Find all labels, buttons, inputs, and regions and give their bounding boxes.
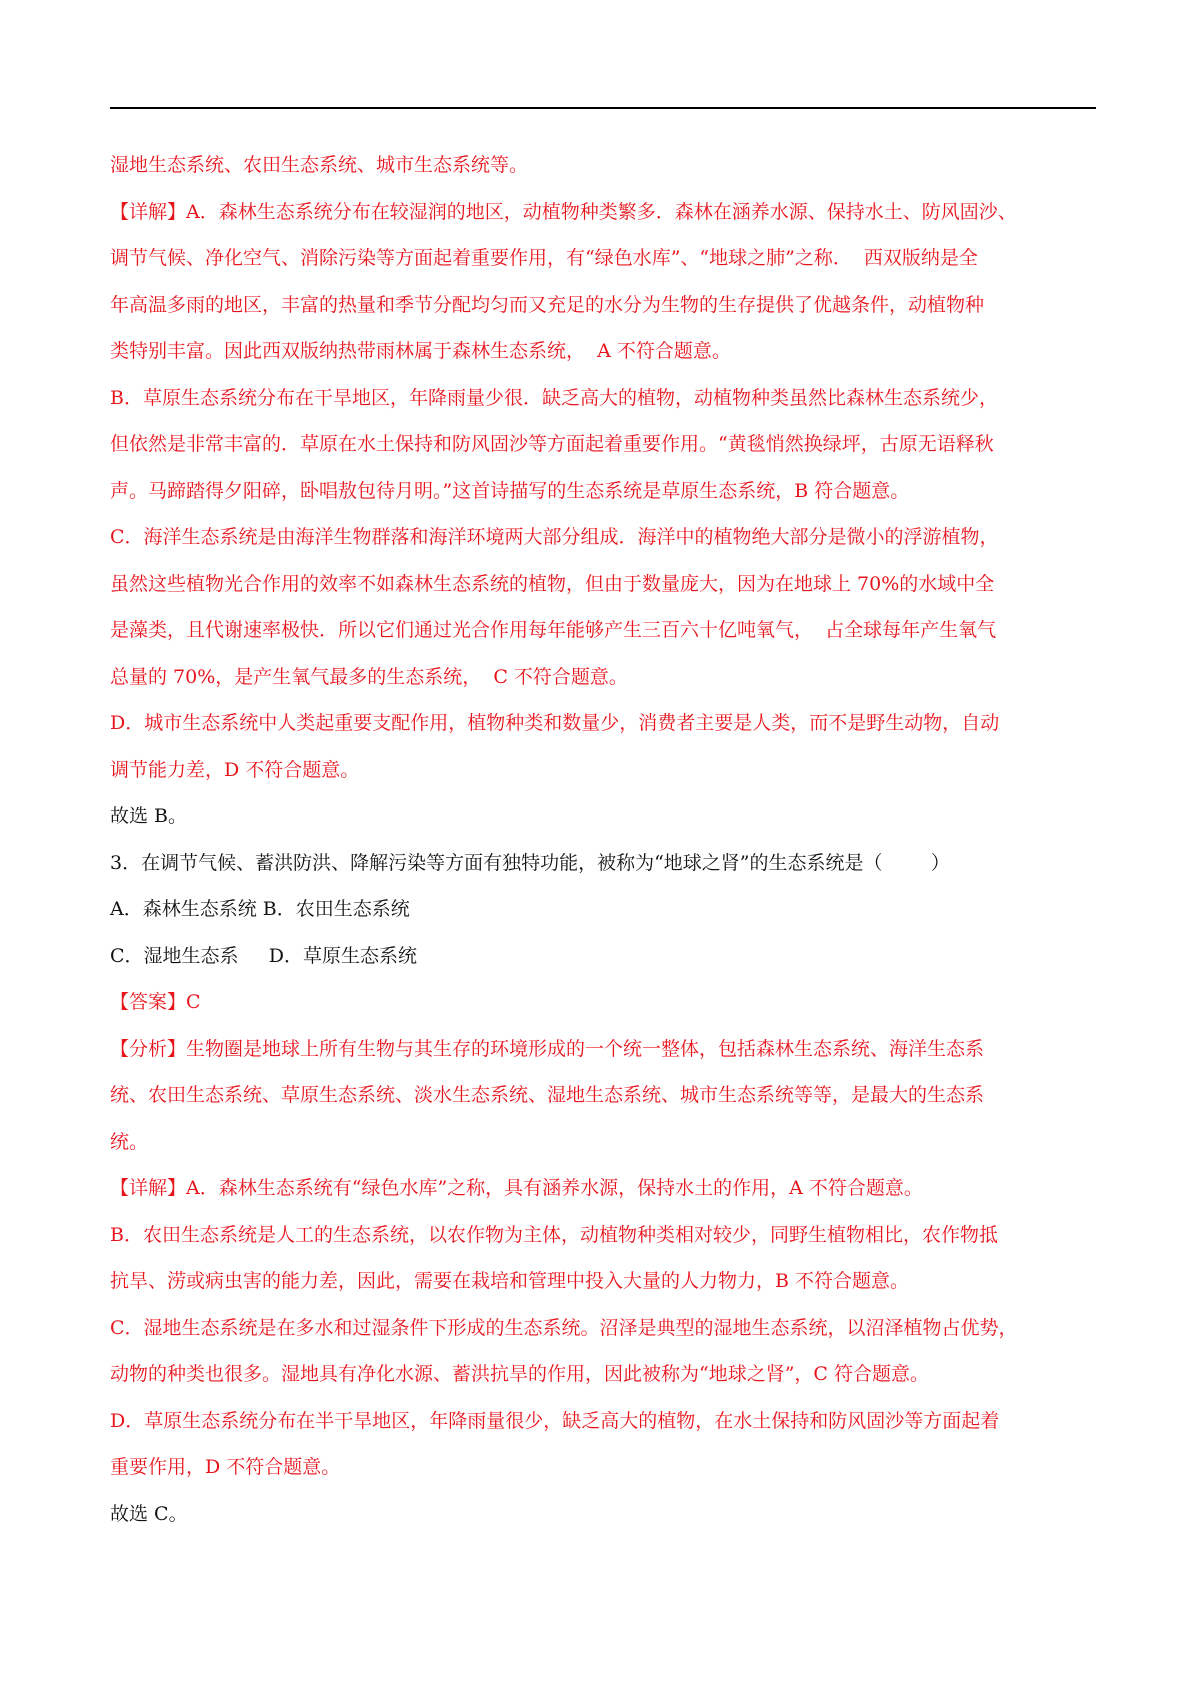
line-text: 统。 — [110, 1130, 149, 1153]
text-line — [110, 1072, 1096, 1119]
line-text: 声。马蹄踏得夕阳碎，卧唱敖包待月明。”这首诗描写的生态系统是草原生态系统，B 符合题意。 — [110, 479, 910, 502]
line-text: 调节能力差，D 不符合题意。 — [110, 758, 360, 781]
line-text: 3．在调节气候、蓄洪防洪、降解污染等方面有独特功能，被称为“地球之肾”的生态系统是（ ） — [110, 851, 950, 874]
line-text: 调节气候、净化空气、消除污染等方面起着重要作用，有“绿色水库”、“地球之肺”之称． 西双版纳是全 — [110, 247, 978, 269]
text-line — [110, 793, 1096, 840]
text-line — [110, 1398, 1096, 1445]
line-text: 故选 C。 — [110, 1502, 188, 1525]
line-text: 统、农田生态系统、草原生态系统、淡水生态系统、湿地生态系统、城市生态系统等等，是最大的生态系 — [110, 1084, 985, 1106]
text-line — [110, 1026, 1096, 1073]
document-body — [110, 142, 1096, 1537]
text-line — [110, 1258, 1096, 1305]
section-tag: 【分析】 — [110, 1037, 187, 1060]
line-text: C．湿地生态系统是在多水和过湿条件下形成的生态系统。沼泽是典型的湿地生态系统，以沼泽植物占优势， — [110, 1316, 1018, 1339]
text-line — [110, 282, 1096, 329]
line-text: 生物圈是地球上所有生物与其生存的环境形成的一个统一整体，包括森林生态系统、海洋生态系 — [186, 1037, 985, 1060]
text-line — [110, 886, 1096, 933]
text-line — [110, 142, 1096, 189]
line-text: 动物的种类也很多。湿地具有净化水源、蓄洪抗旱的作用，因此被称为“地球之肾”，C 符合题意。 — [110, 1363, 930, 1385]
text-line — [110, 328, 1096, 375]
text-line — [110, 607, 1096, 654]
line-text: 虽然这些植物光合作用的效率不如森林生态系统的植物，但由于数量庞大，因为在地球上 70%的水域中全 — [110, 572, 995, 595]
text-line — [110, 1491, 1096, 1538]
line-text: C．海洋生态系统是由海洋生物群落和海洋环境两大部分组成．海洋中的植物绝大部分是微小的浮游植物， — [110, 526, 999, 548]
line-text: A．森林生态系统有“绿色水库”之称，具有涵养水源，保持水土的作用，A 不符合题意。 — [186, 1177, 923, 1199]
text-line — [110, 1212, 1096, 1259]
section-tag: 【答案】 — [110, 991, 187, 1013]
text-line — [110, 1444, 1096, 1491]
text-line — [110, 654, 1096, 701]
line-text: 抗旱、涝或病虫害的能力差，因此，需要在栽培和管理中投入大量的人力物力，B 不符合题意。 — [110, 1270, 910, 1292]
text-line — [110, 933, 1096, 980]
text-line — [110, 375, 1096, 422]
line-text: 故选 B。 — [110, 805, 188, 827]
text-line — [110, 747, 1096, 794]
text-line — [110, 1119, 1096, 1166]
text-line — [110, 189, 1096, 236]
line-text: A．森林生态系统分布在较湿润的地区，动植物种类繁多．森林在涵养水源、保持水土、防风固沙、 — [186, 200, 1017, 223]
section-tag: 【详解】 — [110, 200, 187, 223]
section-tag: 【详解】 — [110, 1177, 187, 1199]
text-line — [110, 1305, 1096, 1352]
text-line — [110, 1351, 1096, 1398]
line-text: 是藻类，且代谢速率极快．所以它们通过光合作用每年能够产生三百六十亿吨氧气， 占全球每年产生氧气 — [110, 619, 997, 641]
text-line — [110, 514, 1096, 561]
text-line — [110, 235, 1096, 282]
line-text: C．湿地生态系 D．草原生态系统 — [110, 944, 417, 967]
text-line — [110, 561, 1096, 608]
text-line — [110, 700, 1096, 747]
line-text: 湿地生态系统、农田生态系统、城市生态系统等。 — [110, 154, 529, 176]
text-line — [110, 421, 1096, 468]
text-line — [110, 979, 1096, 1026]
line-text: 总量的 70%，是产生氧气最多的生态系统， C 不符合题意。 — [110, 665, 628, 688]
text-line — [110, 840, 1096, 887]
line-text: 类特别丰富。因此西双版纳热带雨林属于森林生态系统， A 不符合题意。 — [110, 340, 731, 362]
line-text: A．森林生态系统 B．农田生态系统 — [110, 898, 410, 920]
line-text: 年高温多雨的地区，丰富的热量和季节分配均匀而又充足的水分为生物的生存提供了优越条件，动植物种 — [110, 293, 985, 316]
text-line — [110, 468, 1096, 515]
text-line — [110, 1165, 1096, 1212]
line-text: D．草原生态系统分布在半干旱地区，年降雨量很少，缺乏高大的植物，在水土保持和防风固沙等方面起着 — [110, 1409, 1000, 1432]
line-text: D．城市生态系统中人类起重要支配作用，植物种类和数量少，消费者主要是人类，而不是野生动物，自动 — [110, 712, 1000, 734]
line-text: 但依然是非常丰富的．草原在水土保持和防风固沙等方面起着重要作用。“黄毯悄然换绿坪，古原无语释秋 — [110, 433, 994, 455]
line-text: 重要作用，D 不符合题意。 — [110, 1456, 341, 1478]
header-rule — [110, 107, 1096, 109]
line-text: C — [186, 991, 201, 1013]
line-text: B．草原生态系统分布在干旱地区，年降雨量少很．缺乏高大的植物，动植物种类虽然比森林生态系统少， — [110, 386, 998, 409]
line-text: B．农田生态系统是人工的生态系统，以农作物为主体，动植物种类相对较少，同野生植物相比，农作物抵 — [110, 1223, 998, 1246]
